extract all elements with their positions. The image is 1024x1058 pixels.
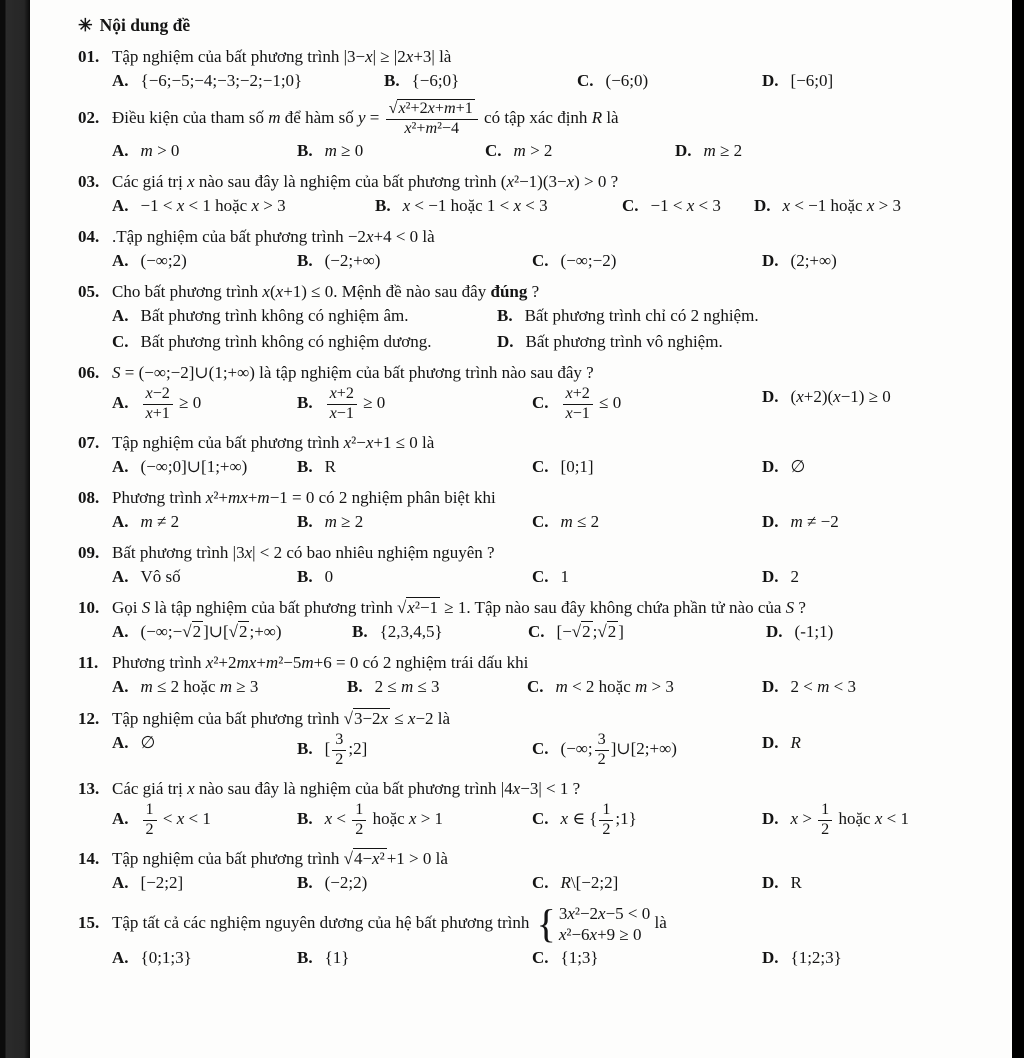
question-item [78, 778, 998, 839]
question-stem [78, 900, 998, 946]
answer-options [112, 195, 998, 217]
option-label: D. [762, 808, 779, 828]
option-label: D. [762, 251, 779, 271]
document-title-text: Nội dung đề [99, 15, 191, 35]
option-label: C. [532, 808, 549, 828]
option-text: (−∞;2) [140, 251, 187, 271]
question-item [78, 652, 998, 698]
answer-options [112, 250, 998, 272]
asterisk-icon: ✳ [78, 15, 93, 35]
answer-option-b [297, 872, 532, 894]
question-text: Tập nghiệm của bất phương trình √3−2x ≤ x−2 là [112, 708, 451, 728]
answer-option-a [112, 70, 384, 92]
question-text: Điều kiện của tham số m để hàm số y = $\frac{\text{√x²+2x+m+1}}{\text{x²+m²−4}}$ có tập xác định R là [112, 99, 619, 137]
option-text: x > $\frac{1}{2}$ hoặc x < 1 [790, 800, 909, 838]
option-text: Bất phương trình không có nghiệm dương. [140, 331, 432, 351]
question-stem [78, 487, 998, 509]
question-number: 15. [78, 912, 100, 932]
option-text: 2 ≤ m ≤ 3 [374, 677, 440, 697]
option-text: (x+2)(x−1) ≥ 0 [790, 386, 891, 406]
answer-option-d [762, 872, 998, 894]
option-text: Bất phương trình vô nghiệm. [525, 331, 723, 351]
answer-option-b [347, 676, 527, 698]
option-label: A. [112, 251, 129, 271]
question-text: Các giá trị x nào sau đây là nghiệm của bất phương trình (x²−1)(3−x) > 0 ? [112, 171, 619, 191]
question-stem [78, 46, 998, 68]
scan-left-margin [0, 0, 30, 1058]
option-text: Bất phương trình chỉ có 2 nghiệm. [524, 306, 759, 326]
answer-options [112, 456, 998, 478]
question-item [78, 46, 998, 92]
answer-option-a [112, 140, 297, 162]
answer-options [112, 621, 998, 643]
answer-option-c [112, 331, 497, 353]
option-text: m > 0 [140, 140, 180, 160]
option-text: $\frac{1}{2}$ < x < 1 [141, 809, 211, 828]
question-number: 07. [78, 432, 100, 452]
question-number: 10. [78, 598, 100, 618]
option-label: B. [384, 70, 400, 90]
answer-option-b [297, 511, 532, 533]
option-label: A. [112, 196, 129, 216]
option-label: D. [762, 511, 779, 531]
question-stem [78, 362, 998, 384]
option-label: B. [297, 808, 313, 828]
answer-options [112, 140, 998, 162]
option-text: ∅ [140, 732, 156, 752]
answer-option-b [297, 386, 532, 423]
question-number: 14. [78, 848, 100, 868]
option-label: A. [112, 393, 129, 413]
option-text: m ≤ 2 hoặc m ≥ 3 [140, 677, 259, 697]
option-text: x < −1 hoặc x > 3 [782, 196, 901, 216]
option-text: −1 < x < 3 [650, 196, 721, 216]
option-label: B. [297, 872, 313, 892]
question-item [78, 226, 998, 272]
answer-option-d [766, 621, 998, 643]
answer-options [112, 872, 998, 894]
answer-options [112, 947, 998, 969]
option-text: m ≥ 0 [324, 140, 364, 160]
question-number: 05. [78, 282, 100, 302]
option-label: C. [532, 456, 549, 476]
answer-option-a [112, 386, 297, 423]
question-number: 02. [78, 108, 100, 128]
question-number: 03. [78, 171, 100, 191]
question-stem [78, 542, 998, 564]
question-text: Phương trình x²+2mx+m²−5m+6 = 0 có 2 nghiệm trái dấu khi [112, 653, 529, 673]
answer-option-d [762, 802, 998, 839]
option-text: (−∞;0]∪[1;+∞) [140, 456, 248, 476]
option-label: A. [112, 140, 129, 160]
question-number: 11. [78, 653, 99, 673]
question-item [78, 171, 998, 217]
question-item [78, 432, 998, 478]
question-item [78, 542, 998, 588]
option-text: [−√2 ;√2 ] [556, 622, 624, 642]
answer-option-d [762, 456, 998, 478]
answer-options [112, 676, 998, 698]
option-text: [0;1] [560, 456, 594, 476]
option-text: R\[−2;2] [560, 872, 619, 892]
option-label: C. [485, 140, 502, 160]
question-item [78, 281, 998, 352]
option-text: {1} [324, 948, 350, 968]
answer-option-d [762, 676, 998, 698]
option-label: C. [532, 251, 549, 271]
question-item [78, 101, 998, 162]
question-number: 06. [78, 362, 100, 382]
question-stem [78, 652, 998, 674]
option-label: A. [112, 622, 129, 642]
option-label: B. [297, 738, 313, 758]
question-item [78, 597, 998, 643]
option-label: C. [532, 872, 549, 892]
option-text: 2 < m < 3 [790, 677, 856, 697]
question-number: 09. [78, 542, 100, 562]
question-text: S = (−∞;−2]∪(1;+∞) là tập nghiệm của bất phương trình nào sau đây ? [112, 362, 594, 382]
option-label: B. [297, 567, 313, 587]
option-text: $\frac{x-2}{x+1}$ ≥ 0 [141, 393, 202, 412]
option-text: m ≤ 2 [560, 511, 600, 531]
answer-options [112, 566, 998, 588]
answer-option-d [762, 732, 998, 769]
option-text: m < 2 hoặc m > 3 [555, 677, 674, 697]
question-stem [78, 101, 998, 138]
answer-option-c [532, 250, 762, 272]
option-label: D. [762, 732, 779, 752]
option-label: C. [577, 70, 594, 90]
question-text: Gọi S là tập nghiệm của bất phương trình √x²−1 ≥ 1. Tập nào sau đây không chứa phần tử nào của S ? [112, 598, 806, 618]
answer-option-d [762, 386, 998, 423]
option-text: {1;2;3} [790, 948, 842, 968]
answer-option-b [297, 456, 532, 478]
option-label: A. [112, 677, 129, 697]
answer-option-a [112, 802, 297, 839]
question-text: Các giá trị x nào sau đây là nghiệm của bất phương trình |4x−3| < 1 ? [112, 778, 581, 798]
answer-option-c [532, 386, 762, 423]
question-number: 04. [78, 227, 100, 247]
document-title [78, 14, 998, 37]
answer-option-c [532, 511, 762, 533]
option-label: B. [297, 511, 313, 531]
option-label: D. [675, 140, 692, 160]
question-stem [78, 171, 998, 193]
answer-option-b [297, 140, 485, 162]
option-text: Bất phương trình không có nghiệm âm. [140, 306, 409, 326]
question-item [78, 362, 998, 423]
question-text: .Tập nghiệm của bất phương trình −2x+4 < 0 là [112, 227, 435, 247]
option-label: B. [297, 393, 313, 413]
question-stem [78, 597, 998, 619]
answer-options [112, 732, 998, 769]
option-text: {−6;−5;−4;−3;−2;−1;0} [140, 70, 303, 90]
option-text: {2,3,4,5} [379, 622, 443, 642]
answer-option-a [112, 872, 297, 894]
option-label: A. [112, 808, 129, 828]
answer-option-a [112, 732, 297, 769]
answer-option-b [497, 305, 998, 327]
option-label: D. [762, 567, 779, 587]
scan-right-margin [1012, 0, 1024, 1058]
option-text: [−6;0] [790, 70, 834, 90]
option-text: R [790, 872, 802, 892]
option-text: 0 [324, 567, 334, 587]
option-label: B. [297, 948, 313, 968]
option-text: R [324, 456, 336, 476]
option-label: B. [352, 622, 368, 642]
option-text: m ≠ 2 [140, 511, 180, 531]
option-label: A. [112, 456, 129, 476]
option-label: D. [497, 331, 514, 351]
option-label: D. [762, 456, 779, 476]
answer-option-a [112, 195, 375, 217]
option-text: $\frac{x+2}{x-1}$ ≥ 0 [325, 393, 386, 412]
answer-option-c [527, 676, 762, 698]
answer-option-d [762, 70, 998, 92]
option-label: A. [112, 70, 129, 90]
answer-option-a [112, 511, 297, 533]
answer-option-c [577, 70, 762, 92]
question-text: Phương trình x²+mx+m−1 = 0 có 2 nghiệm phân biệt khi [112, 487, 496, 507]
option-text: 1 [560, 567, 570, 587]
option-text: [−2;2] [140, 872, 184, 892]
option-text: x < $\frac{1}{2}$ hoặc x > 1 [324, 800, 444, 838]
option-label: B. [347, 677, 363, 697]
answer-option-a [112, 947, 297, 969]
question-number: 12. [78, 708, 100, 728]
answer-option-d [675, 140, 998, 162]
answer-option-c [532, 947, 762, 969]
answer-option-c [532, 802, 762, 839]
option-label: C. [622, 196, 639, 216]
option-label: B. [297, 456, 313, 476]
answer-option-d [762, 250, 998, 272]
answer-option-c [485, 140, 675, 162]
answer-option-a [112, 566, 297, 588]
answer-option-d [497, 331, 998, 353]
option-text: (−∞;−√2 ]∪[√2 ;+∞) [140, 622, 282, 642]
answer-option-a [112, 456, 297, 478]
answer-option-b [297, 947, 532, 969]
question-text: Tập tất cả các nghiệm nguyên dương của hệ bất phương trình { 3x²−2x−5 < 0 x²−6x+9 ≥ 0 là [112, 900, 667, 946]
option-text: (-1;1) [794, 622, 834, 642]
option-text: (−∞; $\frac{3}{2}$ ]∪[2;+∞) [560, 730, 677, 768]
option-text: m > 2 [513, 140, 553, 160]
option-label: C. [532, 567, 549, 587]
answer-option-b [297, 732, 532, 769]
option-text: x < −1 hoặc 1 < x < 3 [402, 196, 548, 216]
answer-option-a [112, 621, 352, 643]
answer-option-b [297, 802, 532, 839]
question-text: Tập nghiệm của bất phương trình |3−x| ≥ |2x+3| là [112, 46, 452, 66]
option-label: C. [532, 393, 549, 413]
answer-options [112, 802, 998, 839]
question-stem [78, 226, 998, 248]
question-stem [78, 708, 998, 730]
answer-options [112, 305, 998, 352]
question-number: 13. [78, 778, 100, 798]
option-text: (2;+∞) [790, 251, 837, 271]
answer-option-c [532, 456, 762, 478]
answer-options [112, 511, 998, 533]
question-item [78, 487, 998, 533]
answer-option-b [297, 566, 532, 588]
option-label: A. [112, 872, 129, 892]
option-label: D. [762, 70, 779, 90]
option-label: C. [532, 511, 549, 531]
question-text: Tập nghiệm của bất phương trình x²−x+1 ≤ 0 là [112, 432, 435, 452]
answer-option-c [622, 195, 754, 217]
answer-option-a [112, 305, 497, 327]
answer-option-c [532, 566, 762, 588]
option-label: B. [375, 196, 391, 216]
option-text: (−2;2) [324, 872, 368, 892]
option-text: −1 < x < 1 hoặc x > 3 [140, 196, 286, 216]
option-text: m ≠ −2 [790, 511, 839, 531]
answer-option-c [528, 621, 766, 643]
option-text: {−6;0} [411, 70, 460, 90]
answer-option-b [297, 250, 532, 272]
answer-options [112, 70, 998, 92]
option-label: B. [297, 140, 313, 160]
question-number: 08. [78, 487, 100, 507]
option-label: C. [112, 331, 129, 351]
question-list [78, 46, 998, 970]
answer-option-a [112, 250, 297, 272]
option-label: A. [112, 948, 129, 968]
option-text: $\frac{x+2}{x-1}$ ≤ 0 [561, 393, 622, 412]
option-label: D. [762, 872, 779, 892]
option-text: R [790, 732, 801, 752]
answer-option-d [762, 947, 998, 969]
option-text: {0;1;3} [140, 948, 192, 968]
answer-option-d [762, 511, 998, 533]
answer-option-b [375, 195, 622, 217]
question-stem [78, 778, 998, 800]
question-stem [78, 281, 998, 303]
option-label: C. [532, 948, 549, 968]
option-label: A. [112, 306, 129, 326]
option-label: A. [112, 567, 129, 587]
option-text: m ≥ 2 [703, 140, 743, 160]
document-page [30, 0, 1012, 1058]
option-text: 2 [790, 567, 800, 587]
answer-option-c [532, 872, 762, 894]
answer-option-b [384, 70, 577, 92]
question-text: Tập nghiệm của bất phương trình √4−x² +1 > 0 là [112, 848, 448, 868]
question-item [78, 848, 998, 894]
option-text: m ≥ 2 [324, 511, 364, 531]
option-text: (−2;+∞) [324, 251, 381, 271]
option-label: D. [754, 196, 771, 216]
question-stem [78, 848, 998, 870]
question-stem [78, 432, 998, 454]
answer-option-a [112, 676, 347, 698]
question-item [78, 708, 998, 769]
answer-option-b [352, 621, 528, 643]
option-label: D. [766, 622, 783, 642]
answer-option-d [754, 195, 998, 217]
question-item [78, 900, 998, 970]
option-label: C. [527, 677, 544, 697]
question-text: Cho bất phương trình x(x+1) ≤ 0. Mệnh đề nào sau đây đúng ? [112, 282, 540, 302]
option-label: C. [532, 738, 549, 758]
option-label: A. [112, 732, 129, 752]
option-label: B. [497, 306, 513, 326]
answer-option-c [532, 732, 762, 769]
option-label: D. [762, 677, 779, 697]
option-text: {1;3} [560, 948, 599, 968]
question-text: Bất phương trình |3x| < 2 có bao nhiêu nghiệm nguyên ? [112, 542, 495, 562]
option-label: A. [112, 511, 129, 531]
option-text: ∅ [790, 456, 806, 476]
option-text: (−6;0) [605, 70, 649, 90]
question-number: 01. [78, 46, 100, 66]
option-text: [ $\frac{3}{2}$ ;2] [324, 730, 368, 768]
option-text: (−∞;−2) [560, 251, 617, 271]
answer-options [112, 386, 998, 423]
option-text: Vô số [140, 567, 181, 587]
answer-option-d [762, 566, 998, 588]
option-label: D. [762, 386, 779, 406]
option-label: D. [762, 948, 779, 968]
option-label: C. [528, 622, 545, 642]
option-text: x ∈ { $\frac{1}{2}$ ;1} [560, 800, 637, 838]
option-label: B. [297, 251, 313, 271]
